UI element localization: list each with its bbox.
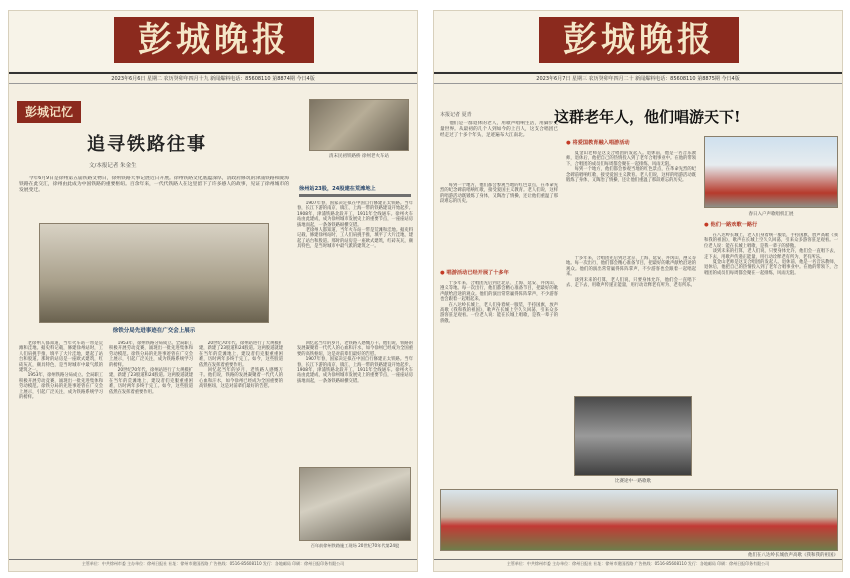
- footer: 主管单位：中共徐州市委 主办单位：徐州日报社 社址：徐州市建国西路 广告热线：0516-85608110 发行：各地邮局 印刷：徐州日报印务有限公司: [434, 559, 842, 571]
- top-photo-caption: 清末民初铁路桥 徐州老火车站: [329, 154, 389, 159]
- column-text-1: 夏金山老师是这支合唱团的发起人。退休前，他是一名音乐教师，退休后，他把自己的热情投入到了老年合唱事业中。在他的带领下，合唱团的成员们每周都会聚在一起排练，风雨无阻。 每到一个地方，他们都会参观当地的红色景点，在革命先烈的纪念碑前唱响红歌，接受爱国主义教育。老人们说，这样的唱游活动既锻炼了身体，又陶冶了情操，还让他们重温了那段难忘的历史。: [566, 151, 696, 184]
- masthead-logo: 彭城晚报: [539, 17, 739, 63]
- trip-photo: [574, 396, 692, 476]
- great-wall-group-photo: [440, 489, 838, 551]
- subhead-station: 徐州站23股，24股建在荒滩地上: [299, 186, 376, 192]
- byline: 本报记者 夏青: [440, 112, 472, 118]
- subhead-decade: ● 唱游活动已经开展了十多年: [440, 270, 509, 276]
- bullet-icon: ●: [704, 222, 709, 228]
- column-label: 彭城记忆: [17, 101, 81, 123]
- column-text-1: 1907年春，国家决定拟在中国自行修建正太铁路。当年春，长江下游的南京、镇江、上海一带的铁路建设开始起步。1908年，津浦铁路北段开工，1911年全线通车。徐州火车站由此建成，成为徐州城市发展史上的重要节点，一座座站房拔地而起，一条条铁路纵横交错。 老徐州人都知道，当年火车站一带是荒滩和洼地。据史料记载，修建徐州站时，工人们肩挑手推，填平了大片洼地，建起了站台和股道。那时的站房是一座欧式建筑，红砖灰瓦，颇具特色，是当时城市中最气派的建筑之一。: [297, 201, 413, 250]
- left-newspaper-page: [8, 10, 418, 572]
- trip-photo-caption: 比赛途中一路歌歌: [615, 479, 651, 484]
- intro-paragraph: 今年6月9日是徐州第五届铁路文物日，徐州铁路大事记展近日开展。徐州铁路文化底蕴深厚，清政府修筑的津浦铁路和陇海铁路在此交汇，徐州由此成为中国铁路的重要枢纽。百余年来，一代代铁路人在这里留下了许多感人的故事，见证了徐州城市的发展变迁。: [19, 176, 289, 193]
- right-newspaper-page: [433, 10, 843, 572]
- column-text-4: 20世纪70年代，徐州站进行了大规模扩建，新建了23股道和24股道。这两股道就建在当年的荒滩地上，建设者们克服重重困难，历时两年多终于完工。如今，这些股道依然在发挥着重要作用。 回忆起当年的岁月，老铁路人感慨万千。他们说，铁路的发展凝聚着一代代人的心血和汗水，如今徐州已经成为全国重要的高铁枢纽，这是对前辈们最好的告慰。: [199, 341, 283, 390]
- subhead-underline: [299, 194, 411, 197]
- dateline: 2023年6月6日 星期二 农历癸卯年四月十九 新闻爆料电话：85608110 第8874期 今日4版: [9, 72, 417, 84]
- column-text-2: 老徐州人都知道，当年火车站一带是荒滩和洼地。据史料记载，修建徐州站时，工人们肩挑手推，填平了大片洼地，建起了站台和股道。那时的站房是一座欧式建筑，红砖灰瓦，颇具特色，是当时城市中最气派的建筑之一。 1953年，徐州铁路分局成立。全局职工积极开展劳动竞赛，涌现出一批先进集体和劳动模范。徐铁分局的先进事迹曾在广交会上展示，引起广泛关注，成为铁路系统学习的榜样。: [19, 341, 103, 401]
- footer: 主管单位：中共徐州市委 主办单位：徐州日报社 社址：徐州市建国西路 广告热线：0516-85608110 发行：各地邮局 印刷：徐州日报印务有限公司: [9, 559, 417, 571]
- column-text-3: 十多年来，合唱团先后到过北京、上海、延安、井冈山、遵义等地。每一次出行，他们都会精心准备节目，把最好的歌声献给沿途的观众。他们的演出常常赢得阵阵掌声，不少游客也会跟着一起唱起来。 谈到未来的打算，老人们说，只要身体允许，他们会一直唱下去、走下去，用歌声传递正能量，用行动诠释老有所为、老有所乐。: [566, 256, 696, 289]
- exhibit-caption: 徐铁分局先进事迹在广交会上展示: [112, 328, 196, 334]
- exhibit-photo: [39, 223, 269, 323]
- byline: 文/本报记者 朱金生: [89, 163, 137, 169]
- dateline: 2023年6月7日 星期三 农历癸卯年四月二十 新闻爆料电话：85608110 第8875期 今日4版: [434, 72, 842, 84]
- headline: 追寻铁路往事: [87, 134, 207, 155]
- intro-paragraph: 他们是一群退休的老人，用歌声唱响生活，用脚步丈量世界。从最初的几个人到如今的上百人，这支合唱团已经走过了十多个年头，足迹遍布大江南北。: [440, 121, 558, 138]
- column-text-5: 回忆起当年的岁月，老铁路人感慨万千。他们说，铁路的发展凝聚着一代代人的心血和汗水，如今徐州已经成为全国重要的高铁枢纽，这是对前辈们最好的告慰。 1907年春，国家决定拟在中国自行修建正太铁路。当年春，长江下游的南京、镇江、上海一带的铁路建设开始起步。1908年，津浦铁路北段开工，1911年全线通车。徐州火车站由此建成，成为徐州城市发展史上的重要节点，一座座站房拔地而起，一条条铁路纵横交错。: [297, 341, 413, 384]
- column-text-3: 1953年，徐州铁路分局成立。全局职工积极开展劳动竞赛，涌现出一批先进集体和劳动模范。徐铁分局的先进事迹曾在广交会上展示，引起广泛关注，成为铁路系统学习的榜样。 20世纪70年代，徐州站进行了大规模扩建，新建了23股道和24股道。这两股道就建在当年的荒滩地上，建设者们克服重重困难，历时两年多终于完工。如今，这些股道依然在发挥着重要作用。: [109, 341, 193, 395]
- building-photo-caption: 春日入户声歌唱机汇展: [748, 212, 794, 217]
- column-text-left: 每到一个地方，他们都会参观当地的红色景点，在革命先烈的纪念碑前唱响红歌，接受爱国主义教育。老人们说，这样的唱游活动既锻炼了身体，又陶冶了情操，还让他们重温了那段难忘的历史。: [440, 183, 558, 205]
- top-photo-bridge: [309, 99, 409, 151]
- subhead-patriotic: ● 将爱国教育融入唱游活动: [566, 140, 630, 146]
- bullet-icon: ●: [440, 270, 445, 276]
- headline: 这群老年人，他们唱游天下!: [554, 108, 741, 126]
- bullet-icon: ●: [566, 140, 571, 146]
- masthead-logo: 彭城晚报: [114, 17, 314, 63]
- column-text-2: 十多年来，合唱团先后到过北京、上海、延安、井冈山、遵义等地。每一次出行，他们都会精心准备节目，把最好的歌声献给沿途的观众。他们的演出常常赢得阵阵掌声，不少游客也会跟着一起唱起来。 在八达岭长城上，老人们身着统一服装，手持国旗，放声高歌《我和我的祖国》，歌声在长城上空久久回荡，引来众多游客驻足观看。一位老人说：能在长城上唱歌，是我一辈子的骄傲。: [440, 281, 558, 324]
- construction-photo: [299, 467, 411, 541]
- building-photo: [704, 136, 838, 208]
- column-text-4: 在八达岭长城上，老人们身着统一服装，手持国旗，放声高歌《我和我的祖国》，歌声在长城上空久久回荡，引来众多游客驻足观看。一位老人说：能在长城上唱歌，是我一辈子的骄傲。 谈到未来的打算，老人们说，只要身体允许，他们会一直唱下去、走下去，用歌声传递正能量，用行动诠释老有所为、老有所乐。 夏金山老师是这支合唱团的发起人。退休前，他是一名音乐教师，退休后，他把自己的热情投入到了老年合唱事业中。在他的带领下，合唱团的成员们每周都会聚在一起排练，风雨无阻。: [704, 233, 838, 276]
- great-wall-caption: 他们在八达岭长城放声高歌《我和我的祖国》: [748, 553, 838, 558]
- subhead-singing: ● 他们一路欢歌一路行: [704, 222, 758, 228]
- construction-caption: 百年前徐州铁路施工现场 20世纪70年代第24股: [310, 543, 400, 548]
